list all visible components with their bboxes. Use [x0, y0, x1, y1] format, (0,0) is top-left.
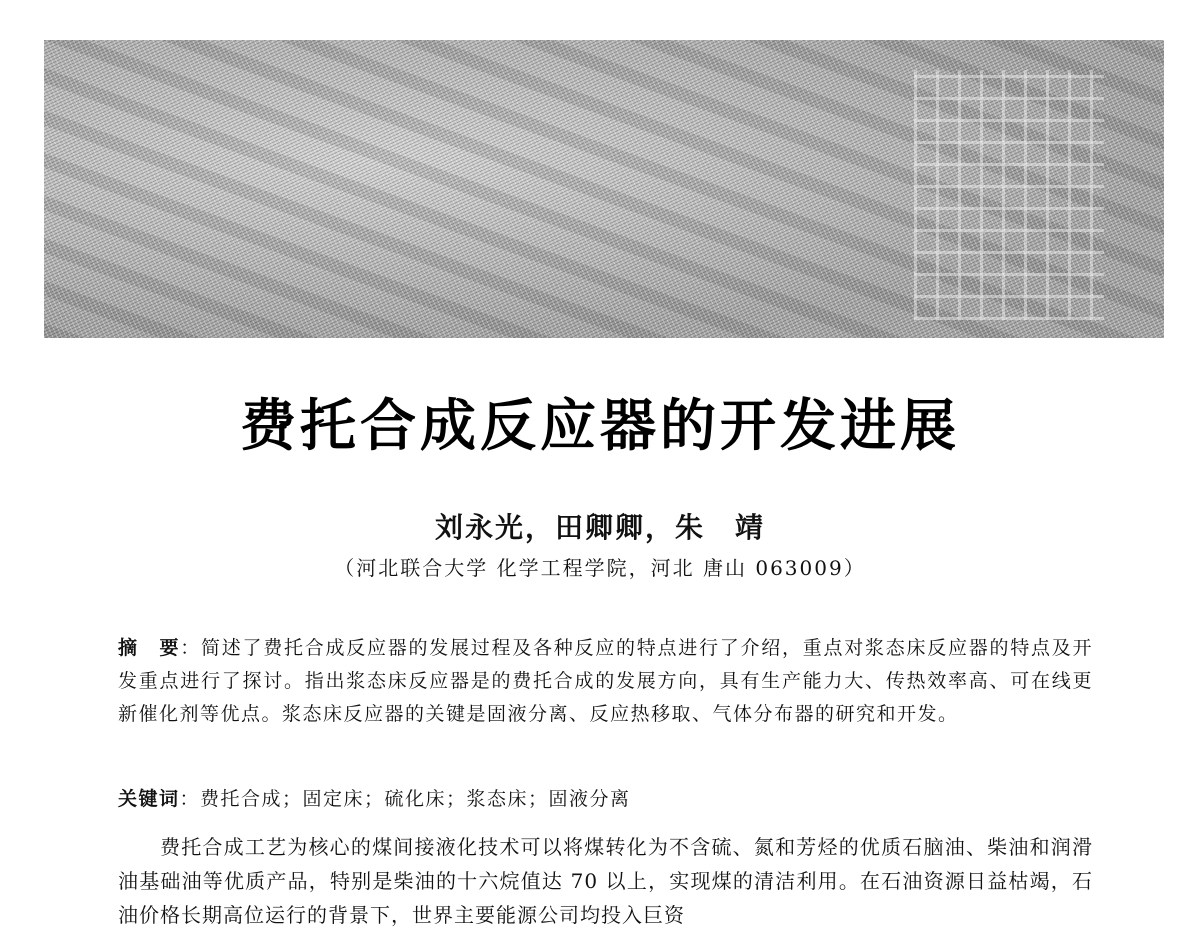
affiliation: （河北联合大学 化学工程学院，河北 唐山 063009） — [334, 556, 866, 580]
keywords — [118, 784, 1093, 814]
abstract — [118, 632, 1093, 731]
keywords-text: ：费托合成；固定床；硫化床；浆态床；固液分离 — [179, 788, 631, 810]
authors: 刘永光，田卿卿，朱 靖 — [434, 511, 765, 544]
abstract-text: ：简述了费托合成反应器的发展过程及各种反应的特点进行了介绍，重点对浆态床反应器的特点及开发重点进行了探讨。指出浆态床反应器是的费托合成的发展方向，具有生产能力大、传热效率高、可在线更新催化剂等优点。浆态床反应器的关键是固液分离、反应热移取、气体分布器的研究和开发。 — [118, 637, 1093, 725]
abstract-label: 摘 要 — [118, 637, 181, 659]
keywords-label: 关键词 — [118, 788, 180, 810]
paper-title: 费托合成反应器的开发进展 — [240, 394, 960, 459]
header-banner-image — [44, 40, 1164, 338]
body-paragraph: 费托合成工艺为核心的煤间接液化技术可以将煤转化为不含硫、氮和芳烃的优质石脑油、柴油和润滑油基础油等优质产品，特别是柴油的十六烷值达 70 以上，实现煤的清洁利用。在石油资源日益枯竭，石油价格长期高位运行的背景下，世界主要能源公司均投入巨资 — [118, 835, 1093, 927]
banner-grid-pattern — [914, 70, 1104, 320]
